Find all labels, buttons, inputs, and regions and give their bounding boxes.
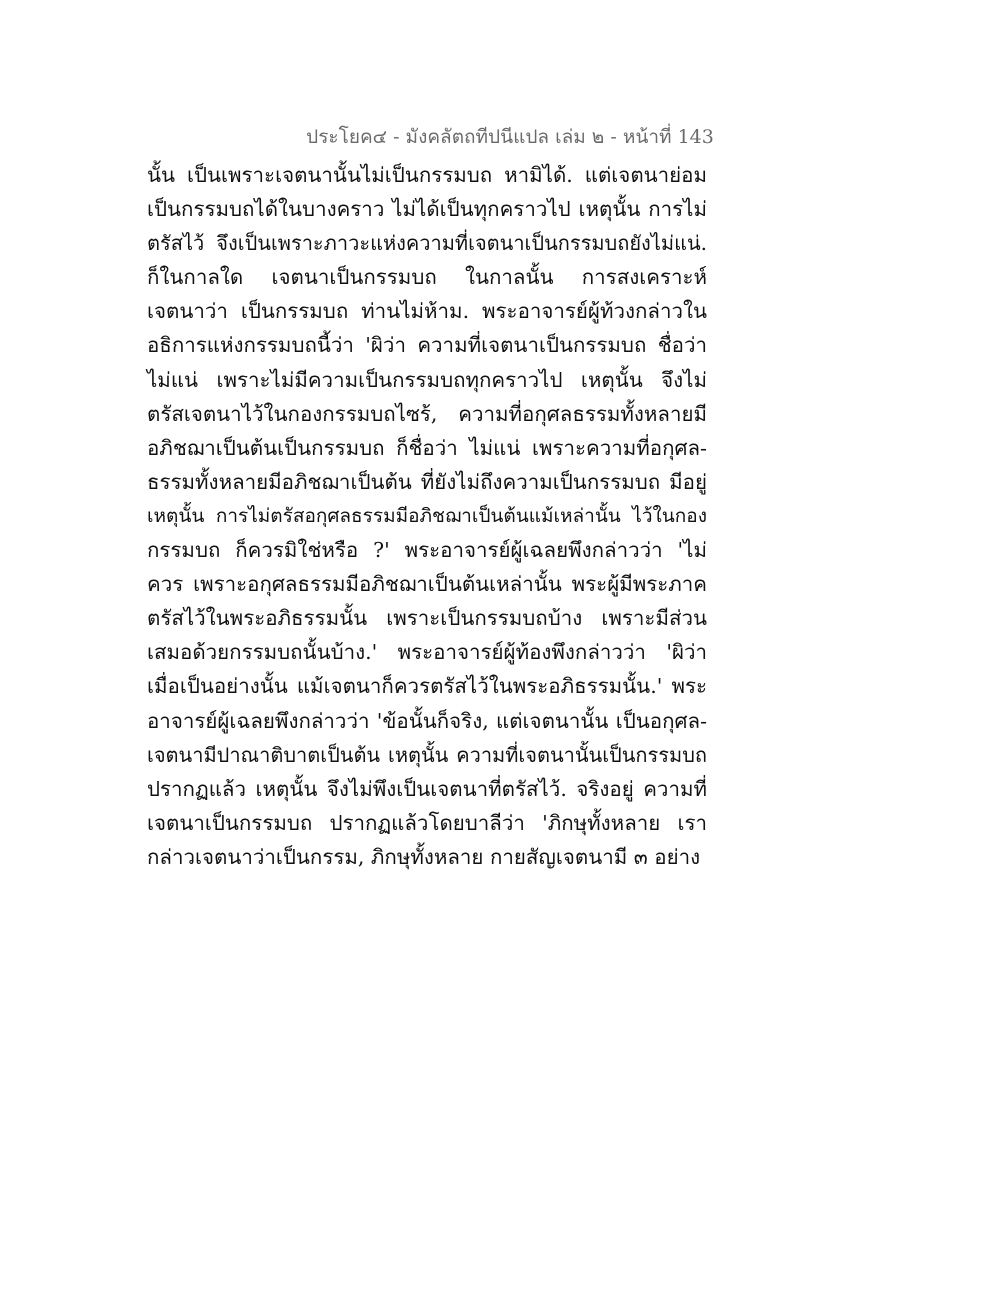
text-line-3: ตรัสไว้ จึงเป็นเพราะภาวะแห่งความที่เจตนาเป็นกรรมบถยังไม่แน่. (147, 231, 707, 256)
text-line-12: กรรมบถ ก็ควรมิใช่หรือ ?' พระอาจารย์ผู้เฉลยพึงกล่าวว่า 'ไม่ (147, 538, 707, 563)
text-line-19: ปรากฏแล้ว เหตุนั้น จึงไม่พึงเป็นเจตนาที่ตรัสไว้. จริงอยู่ ความที่ (147, 776, 707, 801)
header-text: ประโยค๔ - มังคลัตถทีปนีแปล เล่ม ๒ - หน้าที่ 143 (306, 126, 714, 148)
text-line-14: ตรัสไว้ในพระอภิธรรมนั้น เพราะเป็นกรรมบถบ้าง เพราะมีส่วน (147, 606, 707, 631)
text-line-21: กล่าวเจตนาว่าเป็นกรรม, ภิกษุทั้งหลาย กายสัญเจตนามี ๓ อย่าง (147, 844, 701, 869)
text-line-7: ไม่แน่ เพราะไม่มีความเป็นกรรมบถทุกคราวไป เหตุนั้น จึงไม่ (147, 367, 707, 392)
text-line-1: นั้น เป็นเพราะเจตนานั้นไม่เป็นกรรมบถ หามิได้. แต่เจตนาย่อม (147, 163, 707, 187)
text-line-8: ตรัสเจตนาไว้ในกองกรรมบถไซร้, ความที่อกุศลธรรมทั้งหลายมี (147, 401, 707, 426)
text-line-20: เจตนาเป็นกรรมบถ ปรากฏแล้วโดยบาลีว่า 'ภิกษุทั้งหลาย เรา (147, 810, 707, 835)
text-line-4: ก็ในกาลใด เจตนาเป็นกรรมบถ ในกาลนั้น การสงเคราะห์ (147, 265, 707, 290)
text-line-2: เป็นกรรมบถได้ในบางคราว ไม่ได้เป็นทุกคราวไป เหตุนั้น การไม่ (147, 197, 707, 222)
body-text (147, 158, 707, 874)
page-header (0, 122, 1000, 152)
text-line-9: อภิชฌาเป็นต้นเป็นกรรมบถ ก็ชื่อว่า ไม่แน่ เพราะความที่อกุศล- (147, 435, 707, 460)
text-line-11: เหตุนั้น การไม่ตรัสอกุศลธรรมมีอภิชฌาเป็นต้นแม้เหล่านั้น ไว้ในกอง (147, 504, 707, 527)
text-line-10: ธรรมทั้งหลายมีอภิชฌาเป็นต้น ที่ยังไม่ถึงความเป็นกรรมบถ มีอยู่ (147, 469, 707, 494)
text-line-18: เจตนามีปาณาติบาตเป็นต้น เหตุนั้น ความที่เจตนานั้นเป็นกรรมบถ (147, 742, 707, 767)
text-line-16: เมื่อเป็นอย่างนั้น แม้เจตนาก็ควรตรัสไว้ในพระอภิธรรมนั้น.' พระ (147, 674, 707, 699)
text-line-13: ควร เพราะอกุศลธรรมมีอภิชฌาเป็นต้นเหล่านั้น พระผู้มีพระภาค (147, 572, 707, 597)
text-line-5: เจตนาว่า เป็นกรรมบถ ท่านไม่ห้าม. พระอาจารย์ผู้ท้วงกล่าวใน (147, 299, 707, 324)
text-line-6: อธิการแห่งกรรมบถนี้ว่า 'ผิว่า ความที่เจตนาเป็นกรรมบถ ชื่อว่า (147, 333, 707, 358)
text-line-17: อาจารย์ผู้เฉลยพึงกล่าวว่า 'ข้อนั้นก็จริง, แต่เจตนานั้น เป็นอกุศล- (147, 708, 707, 733)
text-line-15: เสมอด้วยกรรมบถนั้นบ้าง.' พระอาจารย์ผู้ท้องพึงกล่าวว่า 'ผิว่า (147, 640, 707, 665)
